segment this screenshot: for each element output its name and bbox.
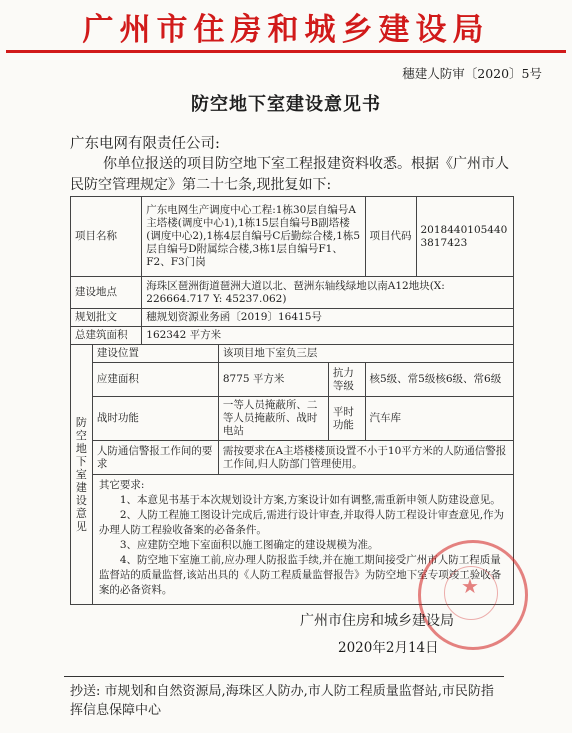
total-area-label: 总建筑面积 <box>71 327 142 345</box>
table-row <box>71 397 514 441</box>
table-row <box>71 197 514 277</box>
cc-recipients: 市规划和自然资源局,海珠区人防办,市人防工程质量监督站,市民防指挥信息保障中心 <box>70 684 494 718</box>
location-value: 海珠区琶洲街道琶洲大道以北、琶洲东轴线绿地以南A12地块(X: 226664.717 Y: 45237.062) <box>142 277 514 309</box>
table-row <box>71 277 514 309</box>
approval-table <box>70 196 514 605</box>
planning-value: 穗规划资源业务函〔2019〕16415号 <box>142 309 514 327</box>
table-row <box>71 309 514 327</box>
requirement-item: 1、本意见书基于本次规划设计方案,方案设计如有调整,需重新申领人防建设意见。 <box>119 494 501 506</box>
alarm-value: 需按要求在A主塔楼楼顶设置不小于10平方米的人防通信警报工作间,归人防部门管理使用。 <box>218 441 513 475</box>
protection-label: 抗力等级 <box>328 363 365 397</box>
project-name-value: 广东电网生产调度中心工程:1栋30层自编号A主塔楼(调度中心1),1栋15层自编号B副塔楼(调度中心2),1栋4层自编号C后勤综合楼,1栋5层自编号D附属综合楼,3栋1层自编号F1、F2、F3门岗 <box>142 197 365 277</box>
agency-header: 广州市住房和城乡建设局 <box>82 12 490 48</box>
document-title: 防空地下室建设意见书 <box>191 94 381 115</box>
civil-area-value: 8775 平方米 <box>218 363 328 397</box>
table-row <box>71 345 514 363</box>
civil-area-label: 应建面积 <box>92 363 218 397</box>
project-code-label: 项目代码 <box>365 197 416 277</box>
peacetime-label: 平时功能 <box>328 397 365 441</box>
recipient: 广东电网有限责任公司: <box>70 136 220 152</box>
planning-label: 规划批文 <box>71 309 142 327</box>
level-label: 建设位置 <box>92 345 218 363</box>
wartime-label: 战时功能 <box>92 397 218 441</box>
table-row <box>71 441 514 475</box>
issue-date: 2020年2月14日 <box>338 640 439 656</box>
header-red-rule <box>6 50 566 53</box>
requirement-item: 2、人防工程施工图设计完成后,需进行设计审查,并取得人防工程设计审查意见,作为办理人防工程验收备案的必备条件。 <box>98 509 505 536</box>
issuer: 广州市住房和城乡建设局 <box>300 613 454 629</box>
location-label: 建设地点 <box>71 277 142 309</box>
project-name-label: 项目名称 <box>71 197 142 277</box>
requirement-item: 4、防空地下室施工前,应办理人防报监手续,并在施工期间接受广州市人防工程质量监督站的质量监督,该站出具的《人防工程质量监督报告》为防空地下室专项竣工验收备案的必备资料。 <box>98 554 502 596</box>
table-row <box>71 363 514 397</box>
document-number: 穗建人防审〔2020〕5号 <box>402 66 542 81</box>
protection-value: 核5级、常5级核6级、常6级 <box>365 363 514 397</box>
side-section-label: 防 空 地 下 室 建 设 意 见 <box>71 345 93 605</box>
alarm-label: 人防通信警报工作间的要求 <box>92 441 218 475</box>
total-area-value: 162342 平方米 <box>142 327 514 345</box>
cc-list <box>70 682 500 720</box>
body-paragraph: 你单位报送的项目防空地下室工程报建资料收悉。根据《广州市人民防空管理规定》第二十七条,现批复如下: <box>70 156 509 193</box>
cc-divider <box>64 676 504 677</box>
peacetime-value: 汽车库 <box>365 397 514 441</box>
level-value: 该项目地下室负三层 <box>218 345 513 363</box>
requirements-title: 其它要求: <box>98 479 145 491</box>
wartime-value: 一等人员掩蔽所、二等人员掩蔽所、战时电站 <box>218 397 328 441</box>
cc-label: 抄送: <box>70 684 101 699</box>
project-code-value: 20184401054403817423 <box>416 197 514 277</box>
requirement-item: 3、应建防空地下室面积以施工图确定的建设规模为准。 <box>119 539 379 551</box>
table-row <box>71 327 514 345</box>
seal-star-icon: ★ <box>461 574 479 598</box>
